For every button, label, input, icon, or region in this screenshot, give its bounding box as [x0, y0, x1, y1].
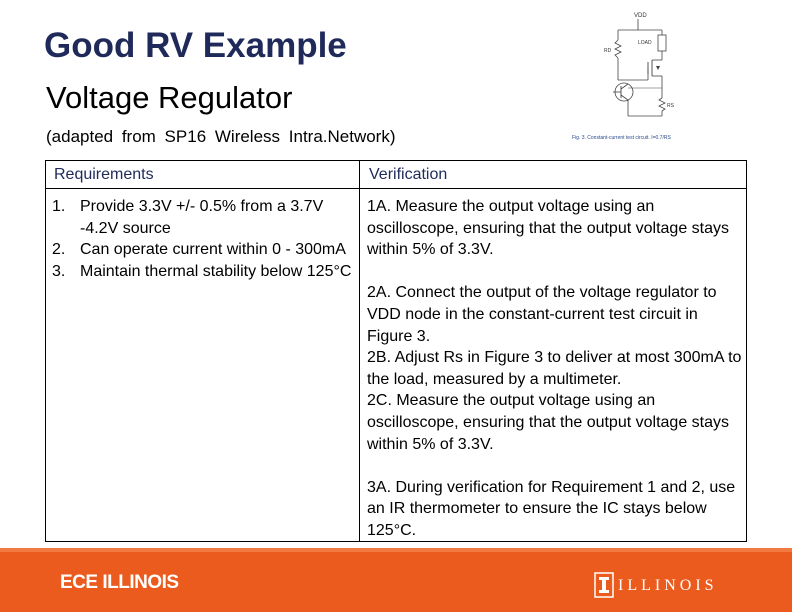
- verification-column: [367, 196, 745, 542]
- rd-label: RD: [604, 48, 612, 54]
- requirement-text: Can operate current within 0 - 300mA: [80, 241, 346, 259]
- load-label: LOAD: [638, 40, 652, 46]
- verification-2b: 2B. Adjust Rs in Figure 3 to deliver at most 300mA to the load, measured by a multimeter.: [367, 349, 742, 388]
- ece-illinois-logo: ECE ILLINOIS: [60, 572, 179, 593]
- block-i-icon: [594, 572, 614, 598]
- rs-label: RS: [667, 103, 674, 109]
- requirement-number: 1.: [52, 198, 66, 215]
- verification-header: Verification: [369, 166, 448, 183]
- requirement-text: Maintain thermal stability below 125°C: [80, 262, 352, 280]
- constant-current-circuit-diagram: [568, 8, 728, 148]
- requirement-number: 3.: [52, 262, 66, 280]
- verification-2c: 2C. Measure the output voltage using an oscilloscope, ensuring that the output voltage stays within 5% of 3.3V.: [367, 392, 729, 453]
- slide-title: Good RV Example: [44, 26, 347, 65]
- illinois-logo: ILLINOIS: [618, 577, 718, 594]
- vdd-label: VDD: [634, 13, 647, 19]
- attribution-text: (adapted from SP16 Wireless Intra.Network): [46, 127, 396, 146]
- requirement-number: 2.: [52, 241, 66, 259]
- requirements-header: Requirements: [54, 166, 154, 183]
- requirement-text: Provide 3.3V +/- 0.5% from a 3.7V -4.2V source: [80, 198, 324, 237]
- slide-subtitle: Voltage Regulator: [46, 80, 293, 115]
- footer-highlight: [0, 548, 792, 552]
- requirement-item: [52, 261, 357, 283]
- verification-3a: 3A. During verification for Requirement 1 and 2, use an IR thermometer to ensure the IC stays below 125°C.: [367, 478, 736, 539]
- verification-2a: 2A. Connect the output of the voltage regulator to VDD node in the constant-current test circuit in Figure 3.: [367, 284, 717, 345]
- column-divider: [359, 161, 360, 541]
- verification-1a: 1A. Measure the output voltage using an oscilloscope, ensuring that the output voltage stays within 5% of 3.3V.: [367, 198, 729, 259]
- requirement-item: [52, 196, 357, 239]
- requirements-list: [52, 196, 357, 282]
- rv-table-header: [46, 161, 746, 189]
- requirement-item: [52, 239, 357, 261]
- rv-table: [45, 160, 747, 542]
- figure-caption: Fig. 3. Constant-current test circuit. I=0.7/RS: [572, 135, 671, 141]
